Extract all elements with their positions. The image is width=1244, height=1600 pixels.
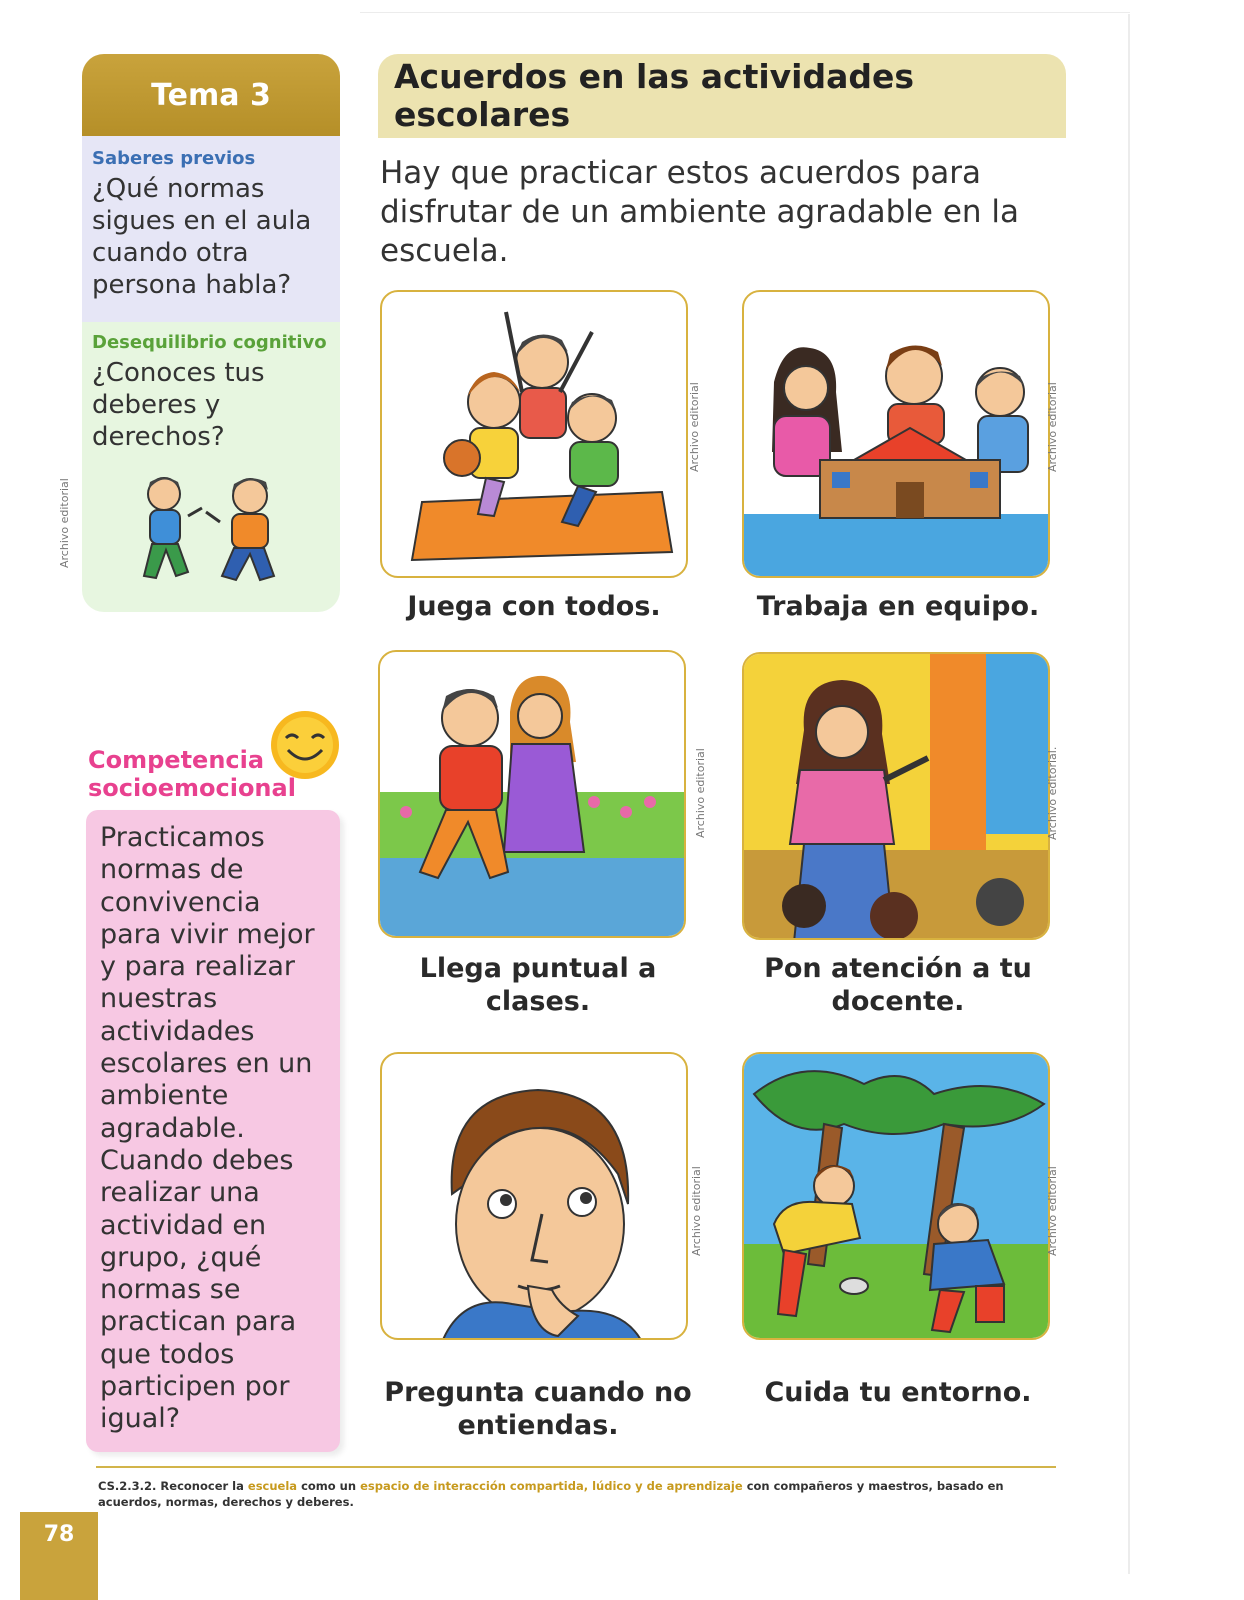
teacher-illustration [744, 654, 1050, 940]
card-pon-atencion [742, 652, 1050, 940]
standard-highlight-2: espacio de interacción compartida, lúdico y de aprendizaje [360, 1479, 743, 1493]
team-castle-illustration [744, 292, 1050, 578]
standard-code: CS.2.3.2. Reconocer la [98, 1479, 244, 1493]
saberes-previos-box [82, 136, 340, 322]
standard-rest: con compañeros y maestros, basado en acuerdos, normas, derechos y deberes. [98, 1479, 1004, 1509]
card-llega [378, 650, 686, 938]
caption-pon-atencion: Pon atención a tu docente. [764, 953, 1032, 1017]
competencia-box [86, 810, 340, 1452]
kids-walking-illustration [380, 652, 686, 938]
caption-pregunta: Pregunta cuando no entiendas. [384, 1377, 692, 1441]
desequilibrio-box [82, 322, 340, 612]
lesson-title: Acuerdos en las actividades escolares [394, 57, 915, 134]
caption-juega: Juega con todos. [407, 591, 661, 622]
competencia-text: Practicamos normas de convivencia para vivir mejor y para realizar nuestras actividades escolares en un ambiente agradable. Cuando debes realizar una actividad en grupo, ¿qué normas se practican para que todos participen por igual? [100, 822, 315, 1435]
page-number: 78 [43, 1522, 75, 1547]
thinking-boy-illustration [382, 1054, 688, 1340]
standard-highlight-1: escuela [247, 1479, 298, 1493]
caption-cuida: Cuida tu entorno. [764, 1377, 1032, 1408]
caption-llega: Llega puntual a clases. [419, 953, 657, 1017]
card-credit-5: Archivo editorial [690, 1166, 703, 1256]
card-juega [380, 290, 688, 578]
competencia-title [88, 746, 328, 802]
cleaning-kids-illustration [744, 1054, 1050, 1340]
card-credit-2: Archivo editorial [1046, 382, 1059, 472]
card-trabaja [742, 290, 1050, 578]
curriculum-standard [98, 1478, 1058, 1510]
card-credit-6: Archivo editorial [1046, 1166, 1059, 1256]
intro-text: Hay que practicar estos acuerdos para disfrutar de un ambiente agradable en la escuela. [380, 155, 1020, 269]
page-edge [1128, 14, 1130, 1574]
desequilibrio-question: ¿Conoces tus deberes y derechos? [92, 358, 265, 452]
two-kids-illustration [122, 472, 292, 592]
saberes-question: ¿Qué normas sigues en el aula cuando otra persona habla? [92, 174, 312, 300]
card-credit-4: Archivo editorial. [1046, 746, 1059, 840]
saberes-heading: Saberes previos [92, 148, 256, 169]
sidebar-credit: Archivo editorial [58, 478, 71, 568]
competencia-title-line1: Competencia [88, 746, 265, 774]
standard-mid: como un [301, 1479, 357, 1493]
tema-label: Tema 3 [151, 77, 271, 113]
card-credit-3: Archivo editorial [694, 748, 707, 838]
desequilibrio-heading: Desequilibrio cognitivo [92, 332, 327, 353]
page-top-rule [360, 12, 1130, 13]
card-cuida [742, 1052, 1050, 1340]
card-credit-1: Archivo editorial [688, 382, 701, 472]
card-pregunta [380, 1052, 688, 1340]
kids-playing-illustration [382, 292, 688, 578]
caption-trabaja: Trabaja en equipo. [756, 591, 1040, 622]
tema-header [82, 54, 340, 136]
competencia-title-line2: socioemocional [88, 774, 296, 802]
lesson-title-bar [378, 54, 1066, 138]
footer-rule [96, 1466, 1056, 1468]
